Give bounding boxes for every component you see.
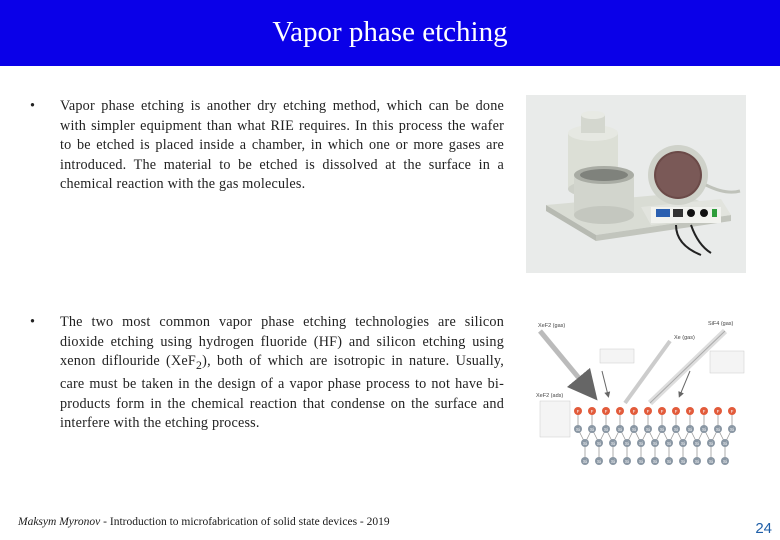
svg-text:Si: Si [624, 441, 630, 446]
vapor-etcher-illustration [526, 95, 746, 273]
si-atom [651, 457, 659, 465]
svg-text:Si: Si [722, 441, 728, 446]
si-atom [616, 425, 624, 433]
svg-text:F: F [716, 409, 720, 414]
svg-text:Si: Si [645, 427, 651, 432]
footer-course: - Introduction to microfabrication of solid state devices - 2019 [100, 516, 390, 528]
svg-text:Si: Si [596, 441, 602, 446]
crystal-lattice [575, 411, 735, 461]
si-atom [714, 425, 722, 433]
si-atom [707, 439, 715, 447]
f-atom [672, 407, 680, 415]
svg-text:Si: Si [610, 441, 616, 446]
svg-text:Si: Si [680, 441, 686, 446]
svg-text:F: F [660, 409, 664, 414]
svg-text:Si: Si [603, 427, 609, 432]
f-atom [574, 407, 582, 415]
si-atom [665, 457, 673, 465]
bullet-2-text [60, 313, 504, 434]
footer [18, 516, 390, 528]
svg-text:Si: Si [694, 441, 700, 446]
slide-title: Vapor phase etching [272, 16, 508, 48]
svg-text:Si: Si [582, 459, 588, 464]
si-atom [637, 457, 645, 465]
f-atom [588, 407, 596, 415]
si-atom [581, 457, 589, 465]
svg-text:F: F [646, 409, 650, 414]
si-atom [679, 439, 687, 447]
page-number: 24 [755, 520, 772, 537]
svg-text:F: F [604, 409, 608, 414]
svg-text:Si: Si [673, 427, 679, 432]
xef2-etching-illustration [530, 311, 748, 473]
si-atom [644, 425, 652, 433]
label-xe-gas: Xe (gas) [674, 335, 695, 341]
bullet-1-text: Vapor phase etching is another dry etching method, which can be done with simpler equipment than what RIE requires. In this process the wafer to be etched is placed inside a chamber, in which one or more gases are introduced. The material to be etched is dissolved at the surface in a chemical reaction with the gas molecules. [60, 98, 504, 192]
si-atom [700, 425, 708, 433]
svg-text:Si: Si [666, 459, 672, 464]
svg-text:Si: Si [638, 459, 644, 464]
f-atom [658, 407, 666, 415]
f-atom [602, 407, 610, 415]
si-atom [623, 457, 631, 465]
svg-text:Si: Si [624, 459, 630, 464]
bullet-dot: • [30, 314, 36, 330]
bullet-2-text-before: The two most common vapor phase etching technologies are silicon dioxide etching using hydrogen fluoride (HF) and silicon etching using xenon diflouride (XeF [60, 314, 504, 369]
si-atom [693, 439, 701, 447]
vapor-etcher-photo [526, 95, 746, 273]
si-atom [728, 425, 736, 433]
si-atom [581, 439, 589, 447]
si-atom [693, 457, 701, 465]
bullet-2-subscript: 2 [196, 357, 203, 372]
si-atom [679, 457, 687, 465]
si-atom [707, 457, 715, 465]
si-atom [595, 439, 603, 447]
si-atom [637, 439, 645, 447]
svg-text:Si: Si [680, 459, 686, 464]
svg-text:Si: Si [687, 427, 693, 432]
si-atom [686, 425, 694, 433]
si-atom [665, 439, 673, 447]
bullet-1 [30, 97, 504, 195]
svg-text:Si: Si [638, 441, 644, 446]
si-atom [651, 439, 659, 447]
f-atom [728, 407, 736, 415]
svg-text:Si: Si [596, 459, 602, 464]
svg-text:F: F [688, 409, 692, 414]
svg-text:Si: Si [631, 427, 637, 432]
svg-text:Si: Si [659, 427, 665, 432]
si-atom [602, 425, 610, 433]
svg-text:F: F [590, 409, 594, 414]
svg-text:F: F [576, 409, 580, 414]
svg-text:Si: Si [652, 459, 658, 464]
svg-text:Si: Si [722, 459, 728, 464]
svg-text:Si: Si [575, 427, 581, 432]
si-atom [672, 425, 680, 433]
svg-text:F: F [702, 409, 706, 414]
bullet-2 [30, 313, 504, 434]
si-atom [609, 457, 617, 465]
svg-text:Si: Si [610, 459, 616, 464]
svg-text:Si: Si [666, 441, 672, 446]
svg-text:Si: Si [729, 427, 735, 432]
svg-text:F: F [730, 409, 734, 414]
svg-text:Si: Si [582, 441, 588, 446]
svg-text:Si: Si [589, 427, 595, 432]
xef2-etching-diagram [530, 311, 748, 473]
si-atom [609, 439, 617, 447]
f-atom [686, 407, 694, 415]
si-atom [721, 439, 729, 447]
f-atom [700, 407, 708, 415]
si-atom [630, 425, 638, 433]
svg-text:Si: Si [701, 427, 707, 432]
si-atom [574, 425, 582, 433]
label-sif4-gas: SiF4 (gas) [708, 321, 734, 327]
svg-text:F: F [632, 409, 636, 414]
si-atom [658, 425, 666, 433]
footer-author: Maksym Myronov [18, 516, 101, 528]
bullet-2-text-after: ), both of which are isotropic in nature. Usually, care must be taken in the design of a vapor phase process to not have bi-products form in the chemical reaction that condense on the surface and interfere with the etching process. [60, 353, 504, 432]
f-atom [630, 407, 638, 415]
label-xef2-gas: XeF2 (gas) [538, 323, 566, 329]
f-atom [644, 407, 652, 415]
svg-text:Si: Si [694, 459, 700, 464]
si-atom [588, 425, 596, 433]
svg-text:Si: Si [652, 441, 658, 446]
si-atom [623, 439, 631, 447]
label-xef2-ads: XeF2 (ads) [536, 393, 564, 399]
svg-text:F: F [618, 409, 622, 414]
si-atom [595, 457, 603, 465]
svg-text:Si: Si [708, 459, 714, 464]
svg-text:Si: Si [715, 427, 721, 432]
f-atom [616, 407, 624, 415]
svg-text:F: F [674, 409, 678, 414]
bullet-dot: • [30, 98, 36, 114]
svg-text:Si: Si [617, 427, 623, 432]
svg-text:Si: Si [708, 441, 714, 446]
f-atom [714, 407, 722, 415]
si-atom [721, 457, 729, 465]
